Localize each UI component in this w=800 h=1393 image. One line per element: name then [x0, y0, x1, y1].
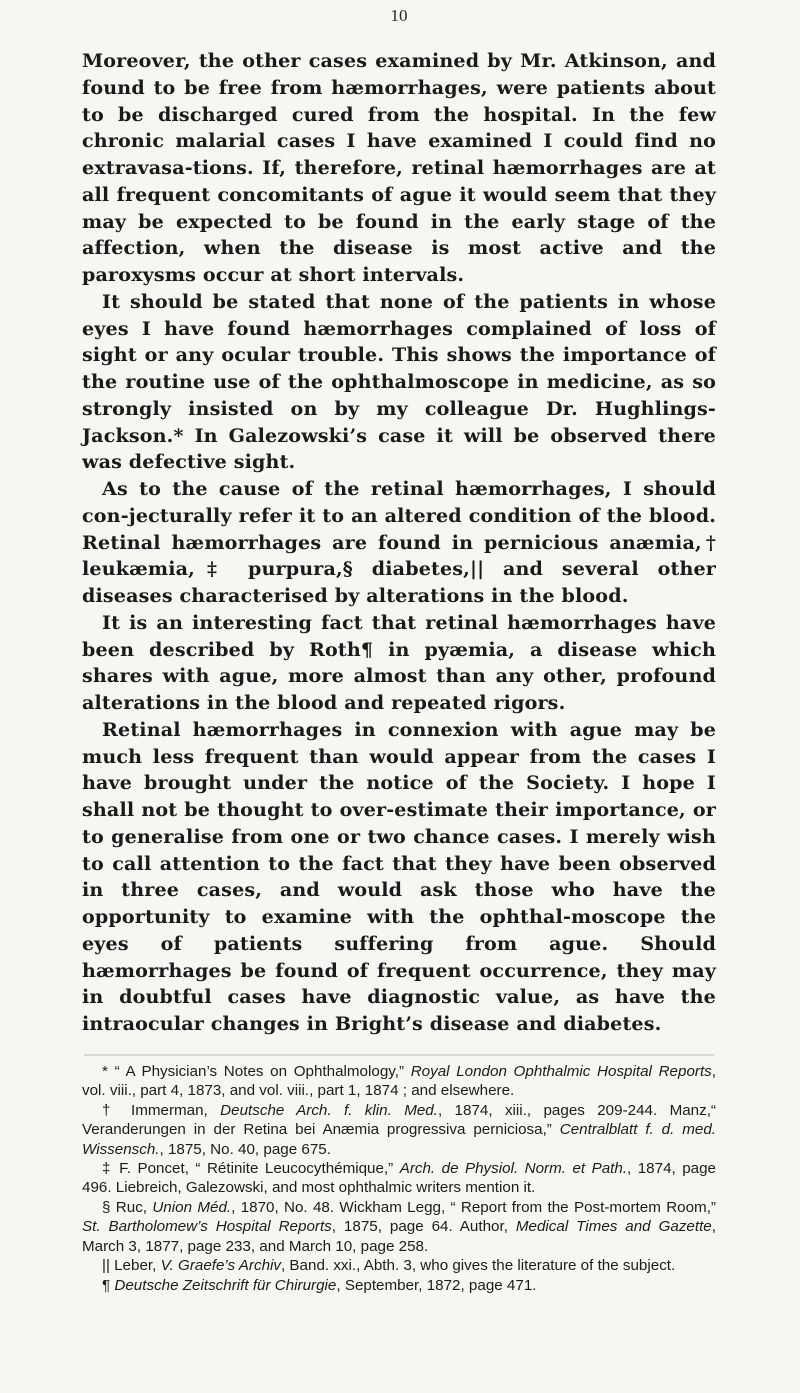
footnote-text: * “ A Physician’s Notes on Ophthalmology,” — [102, 1062, 411, 1080]
footnote-citation: Arch. de Physiol. Norm. et Path. — [399, 1160, 628, 1178]
footnote-text: , 1874, page 496. Liebreich, Galezowski, and most ophthalmic writers mention it. — [82, 1160, 716, 1197]
footnote-citation: Deutsche Zeitschrift für Chirurgie — [114, 1276, 337, 1294]
footnote-1 — [82, 1062, 716, 1101]
footnote-text: , 1875, No. 40, page 675. — [159, 1140, 331, 1158]
footnote-text: ¶ — [102, 1276, 115, 1294]
footnote-5 — [82, 1256, 716, 1275]
footnote-4 — [82, 1198, 716, 1256]
footnote-text: , 1874, xiii., pages 209-244. Manz,“ Veranderungen in der Retina bei Anæmia progressiva perniciosa,” — [82, 1101, 716, 1139]
paragraph: It is an interesting fact that retinal hæmorrhages have been described by Roth¶ in pyæmia, a disease which shares with ague, more almost than any other, profound alterations in the blood and repeated rigors. — [82, 610, 716, 714]
book-page — [82, 6, 716, 1295]
footnote-text: , 1870, No. 48. Wickham Legg, “ Report from the Post-mortem Room,” — [231, 1198, 716, 1216]
paragraph: As to the cause of the retinal hæmorrhages, I should con-jecturally refer it to an altered condition of the blood. Retinal hæmorrhages are found in pernicious anæmia,† leukæmia,‡ purpura,§ diabetes,|| and several other diseases characterised by alterations in the blood. — [82, 477, 716, 607]
footnote-citation: Royal London Ophthalmic Hospital Reports — [410, 1062, 712, 1080]
paragraph: Retinal hæmorrhages in connexion with ague may be much less frequent than would appear from the cases I have brought under the notice of the Society. I hope I shall not be thought to over-estimate their importance, or to generalise from one or two chance cases. I merely wish to call attention to the fact that they have been observed in three cases, and would ask those who have the opportunity to examine with the ophthal-moscope the eyes of patients suffering from ague. Should hæmorrhages be found of frequent occurrence, they may in doubtful cases have diagnostic value, as have the intraocular changes in Bright’s disease and diabetes. — [82, 717, 716, 1035]
footnote-citation: Centralblatt f. d. med. Wissensch. — [82, 1121, 716, 1158]
footnote-citation: V. Graefe’s Archiv — [160, 1257, 281, 1275]
footnotes — [82, 1062, 716, 1295]
paragraph: It should be stated that none of the patients in whose eyes I have found hæmorrhages complained of loss of sight or any ocular trouble. This shows the importance of the routine use of the ophthalmoscope in medicine, as so strongly insisted on by my colleague Dr. Hughlings-Jackson.* In Galezowski’s case it will be observed there was defective sight. — [82, 289, 716, 474]
footnote-6 — [82, 1276, 716, 1295]
page-number: 10 — [390, 6, 408, 25]
footnote-citation: St. Bartholomew’s Hospital Reports — [82, 1218, 332, 1236]
footnote-text: , vol. viii., part 4, 1873, and vol. viii., part 1, 1874 ; and elsewhere. — [82, 1062, 716, 1100]
paragraph: Moreover, the other cases examined by Mr. Atkinson, and found to be free from hæmorrhages, were patients about to be discharged cured from the hospital. In the few chronic malarial cases I have examined I could find no extravasa-tions. If, therefore, retinal hæmorrhages are at all frequent concomitants of ague it would seem that they may be expected to be found in the early stage of the affection, when the disease is most active and the paroxysms occur at short intervals. — [82, 49, 716, 286]
footnote-citation: Medical Times and Gazette — [515, 1218, 712, 1236]
footnote-text: , March 3, 1877, page 233, and March 10, page 258. — [82, 1218, 716, 1255]
footnote-citation: Union Méd. — [152, 1198, 232, 1216]
footnote-text: † Immerman, — [102, 1101, 221, 1119]
footnote-text: , September, 1872, page 471. — [336, 1276, 537, 1294]
footnote-citation: Deutsche Arch. f. klin. Med. — [220, 1101, 438, 1119]
footnote-text: , 1875, page 64. Author, — [331, 1218, 516, 1236]
footnote-text: ‡ F. Poncet, “ Rétinite Leucocythémique,” — [102, 1160, 400, 1178]
footnote-2 — [82, 1101, 716, 1159]
footnote-text: § Ruc, — [102, 1198, 153, 1216]
body-text — [82, 48, 716, 1038]
footnote-text: || Leber, — [102, 1257, 161, 1275]
footnote-divider — [82, 1054, 716, 1056]
footnote-3 — [82, 1159, 716, 1198]
footnote-text: , Band. xxi., Abth. 3, who gives the literature of the subject. — [280, 1257, 676, 1275]
